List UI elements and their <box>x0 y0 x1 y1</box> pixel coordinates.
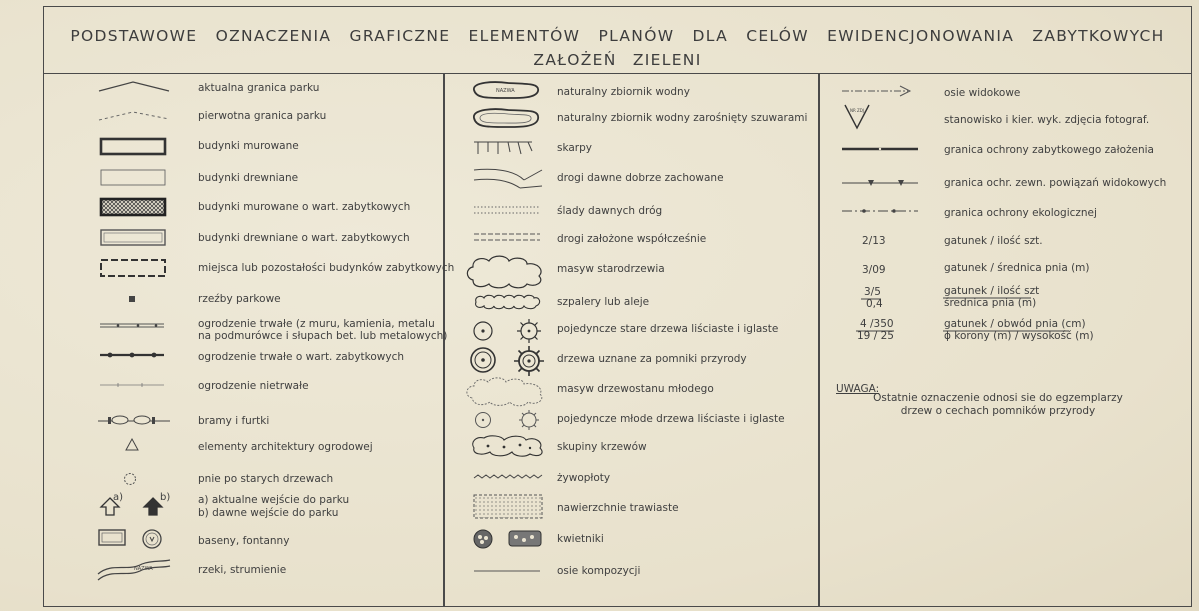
view-protection-boundary-symbol <box>838 176 922 190</box>
legend-label: osie kompozycji <box>557 565 641 577</box>
legend-label: masyw starodrzewia <box>557 263 665 275</box>
pool-symbol <box>96 527 130 549</box>
page-title-line1: PODSTAWOWE OZNACZENIA GRAFICZNE ELEMENTÓW PLANÓW DLA CELÓW EWIDENCJONOWANIA ZABYTKOWYCH <box>70 27 1165 45</box>
note-line-2: drzew o cechach pomników przyrody <box>900 405 1096 417</box>
legend-label: skarpy <box>557 142 592 154</box>
legend-label: bramy i furtki <box>198 415 270 427</box>
legend-label: ogrodzenie trwałe (z muru, kamienia, metalu <box>198 318 435 330</box>
legend-label: naturalny zbiornik wodny <box>557 86 690 98</box>
code-number-bottom: 19 / 25 <box>857 330 894 342</box>
garden-architecture-symbol <box>124 437 140 453</box>
historic-permanent-fence-symbol <box>98 347 170 363</box>
wooden-building-symbol <box>98 167 170 189</box>
code-number-top: 4 /350 <box>860 318 894 330</box>
code-number-top: 3/5 <box>864 286 881 298</box>
old-tree-stump-symbol <box>121 470 139 488</box>
overgrown-pond-symbol <box>468 104 544 132</box>
legend-label: ogrodzenie nietrwałe <box>198 380 309 392</box>
code-description: gatunek / średnica pnia (m) <box>944 262 1090 274</box>
historic-wooden-building-symbol <box>98 227 170 249</box>
code-description-bottom: ϕ korony (m) / wysokość (m) <box>944 330 1094 342</box>
masonry-building-symbol <box>98 136 170 158</box>
legend-label: rzeźby parkowe <box>198 293 281 305</box>
young-conifer-tree-icon <box>516 407 542 433</box>
note-text <box>868 392 1128 418</box>
legend-label: granica ochr. zewn. powiązań widokowych <box>944 177 1167 189</box>
legend-label: pojedyncze stare drzewa liściaste i iglaste <box>557 323 779 335</box>
lawn-surface-symbol <box>470 492 546 522</box>
code-description-top: gatunek / ilość szt <box>944 285 1040 297</box>
old-road-preserved-symbol <box>470 162 548 196</box>
legend-label: a) aktualne wejście do parku <box>198 494 350 506</box>
permanent-fence-symbol <box>98 318 170 334</box>
legend-label: granica ochrony zabytkowego założenia <box>944 144 1154 156</box>
legend-label: b) dawne wejście do parku <box>198 507 339 519</box>
hedges-symbol <box>470 472 546 482</box>
temporary-fence-symbol <box>98 378 170 392</box>
legend-label: pierwotna granica parku <box>198 110 327 122</box>
natural-monument-deciduous-icon <box>468 345 498 375</box>
composition-axis-symbol <box>470 566 546 576</box>
entrance-mark-a: a) <box>113 492 124 503</box>
legend-label: ślady dawnych dróg <box>557 205 663 217</box>
legend-label: granica ochrony ekologicznej <box>944 207 1097 219</box>
code-number: 3/09 <box>862 264 886 276</box>
pond-name-mark: NAZWA <box>496 88 515 94</box>
legend-label: miejsca lub pozostałości budynków zabytkowych <box>198 262 455 274</box>
old-tree-stand-symbol <box>463 252 551 290</box>
shrub-groups-symbol <box>468 432 548 458</box>
park-boundary-original-symbol <box>95 106 175 126</box>
column-divider-2 <box>818 74 820 606</box>
legend-label: pojedyncze młode drzewa liściaste i iglaste <box>557 413 785 425</box>
page-title-line2: ZAŁOŻEŃ ZIELENI <box>533 51 702 69</box>
park-sculpture-symbol <box>125 292 139 306</box>
young-tree-stand-symbol <box>462 374 552 408</box>
legend-label: drogi założone współcześnie <box>557 233 707 245</box>
old-deciduous-tree-icon <box>470 318 496 344</box>
legend-label: naturalny zbiornik wodny zarośnięty szuwarami <box>557 112 808 124</box>
legend-label: aktualna granica parku <box>198 82 320 94</box>
historic-masonry-building-symbol <box>98 196 170 220</box>
legend-label: rzeki, strumienie <box>198 564 287 576</box>
note-line-1: Ostatnie oznaczenie odnosi sie do egzemplarzy <box>873 392 1123 404</box>
old-road-traces-symbol <box>470 203 546 217</box>
legend-label: kwietniki <box>557 533 604 545</box>
legend-label: żywopłoty <box>557 472 611 484</box>
escarpment-symbol <box>470 136 540 160</box>
legend-label: budynki drewniane o wart. zabytkowych <box>198 232 410 244</box>
code-description: gatunek / ilość szt. <box>944 235 1043 247</box>
legend-label: stanowisko i kier. wyk. zdjęcia fotograf. <box>944 114 1150 126</box>
note-title: UWAGA: <box>836 383 880 395</box>
legend-label: skupiny krzewów <box>557 441 647 453</box>
legend-label: masyw drzewostanu młodego <box>557 383 714 395</box>
historic-building-remains-symbol <box>98 257 170 281</box>
natural-monument-conifer-icon <box>512 344 546 378</box>
legend-label: drzewa uznane za pomniki przyrody <box>557 353 747 365</box>
legend-label: pnie po starych drzewach <box>198 473 334 485</box>
title-block <box>44 7 1191 74</box>
heritage-protection-boundary-symbol <box>838 143 922 155</box>
river-symbol <box>94 556 174 584</box>
legend-label: na podmurówce i słupach bet. lub metalowych) <box>198 330 448 342</box>
legend-label: osie widokowe <box>944 87 1021 99</box>
legend-label: budynki drewniane <box>198 172 299 184</box>
modern-road-symbol <box>470 230 546 244</box>
natural-pond-symbol <box>468 78 544 102</box>
code-description-bottom: średnica pnia (m) <box>944 297 1037 309</box>
legend-label: budynki murowane <box>198 140 299 152</box>
photo-station-symbol <box>840 100 874 136</box>
river-name-mark: NAZWA <box>134 566 153 572</box>
legend-label: ogrodzenie trwałe o wart. zabytkowych <box>198 351 405 363</box>
legend-label: szpalery lub aleje <box>557 296 650 308</box>
flowerbed-round-icon <box>470 527 496 551</box>
view-axis-symbol <box>838 84 920 98</box>
code-number-bottom: 0,4 <box>866 298 883 310</box>
code-number: 2/13 <box>862 235 886 247</box>
fountain-symbol <box>140 527 164 551</box>
photo-number-mark: NR ZDJ. <box>850 108 866 113</box>
young-deciduous-tree-icon <box>472 409 494 431</box>
code-description-top: gatunek / obwód pnia (cm) <box>944 318 1086 330</box>
legend-label: baseny, fontanny <box>198 535 290 547</box>
flowerbed-rect-icon <box>506 528 544 550</box>
ecological-protection-boundary-symbol <box>838 205 922 217</box>
gates-symbol <box>96 410 174 430</box>
tree-rows-symbol <box>470 292 546 312</box>
legend-label: budynki murowane o wart. zabytkowych <box>198 201 411 213</box>
legend-label: nawierzchnie trawiaste <box>557 502 679 514</box>
park-boundary-current-symbol <box>95 78 175 98</box>
old-conifer-tree-icon <box>514 316 544 346</box>
entrance-mark-b: b) <box>160 492 171 503</box>
legend-label: drogi dawne dobrze zachowane <box>557 172 724 184</box>
legend-label: elementy architektury ogrodowej <box>198 441 373 453</box>
